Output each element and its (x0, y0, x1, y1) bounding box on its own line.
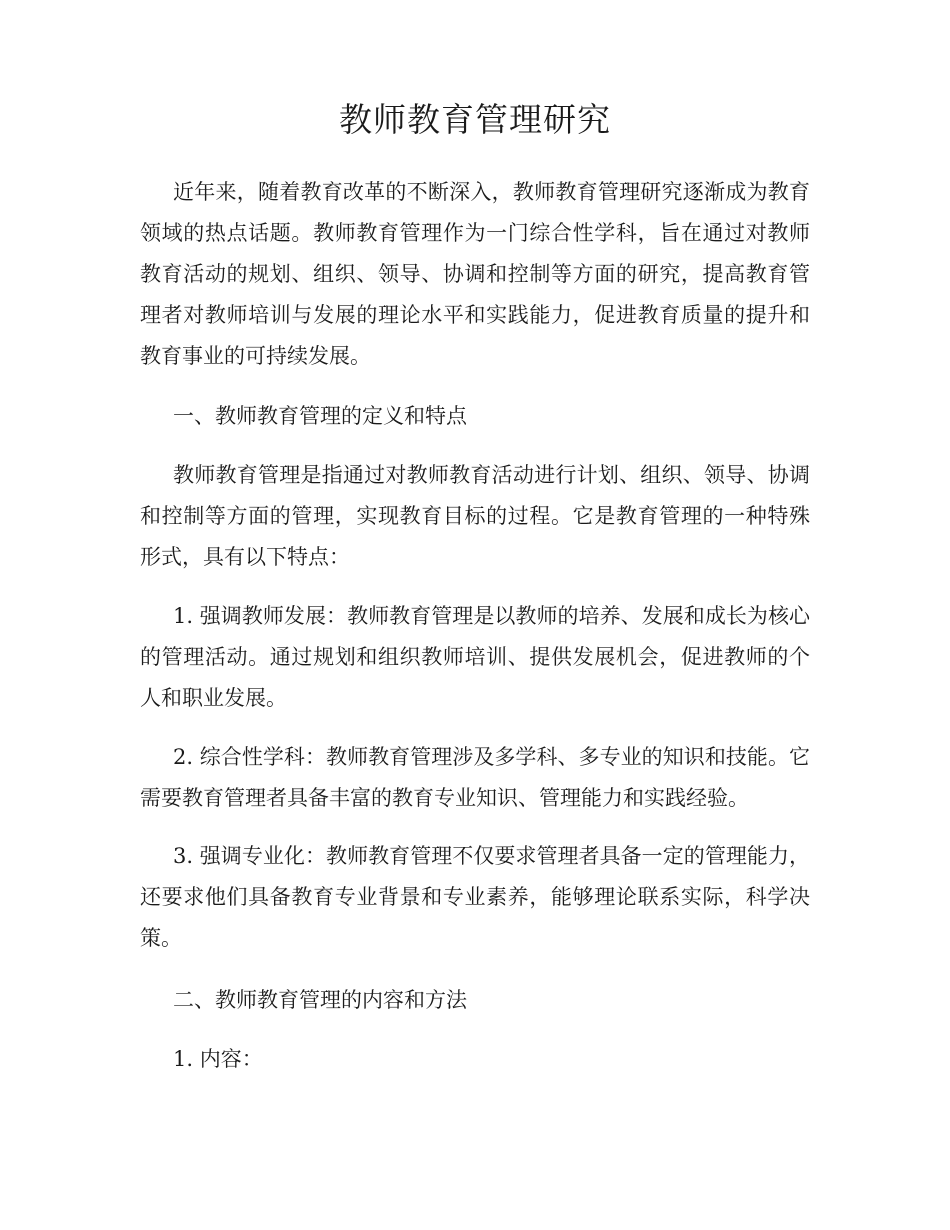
section-heading-2: 二、教师教育管理的内容和方法 (173, 988, 467, 1012)
feature-item-3: 3. 强调专业化：教师教育管理不仅要求管理者具备一定的管理能力，还要求他们具备教育专业背景和专业素养，能够理论联系实际，科学决策。 (140, 844, 810, 950)
feature-item-1: 1. 强调教师发展：教师教育管理是以教师的培养、发展和成长为核心的管理活动。通过规划和组织教师培训、提供发展机会，促进教师的个人和职业发展。 (140, 604, 810, 710)
intro-paragraph: 近年来，随着教育改革的不断深入，教师教育管理研究逐渐成为教育领域的热点话题。教师教育管理作为一门综合性学科，旨在通过对教师教育活动的规划、组织、领导、协调和控制等方面的研究，提高教育管理者对教师培训与发展的理论水平和实践能力，促进教育质量的提升和教育事业的可持续发展。 (140, 180, 810, 368)
definition-paragraph: 教师教育管理是指通过对教师教育活动进行计划、组织、领导、协调和控制等方面的管理，实现教育目标的过程。它是教育管理的一种特殊形式，具有以下特点： (140, 463, 810, 569)
feature-item-2: 2. 综合性学科：教师教育管理涉及多学科、多专业的知识和技能。它需要教育管理者具备丰富的教育专业知识、管理能力和实践经验。 (140, 745, 810, 810)
document-title: 教师教育管理研究 (339, 100, 611, 139)
content-subheading: 1. 内容： (173, 1047, 263, 1071)
section-heading-1: 一、教师教育管理的定义和特点 (173, 404, 467, 428)
